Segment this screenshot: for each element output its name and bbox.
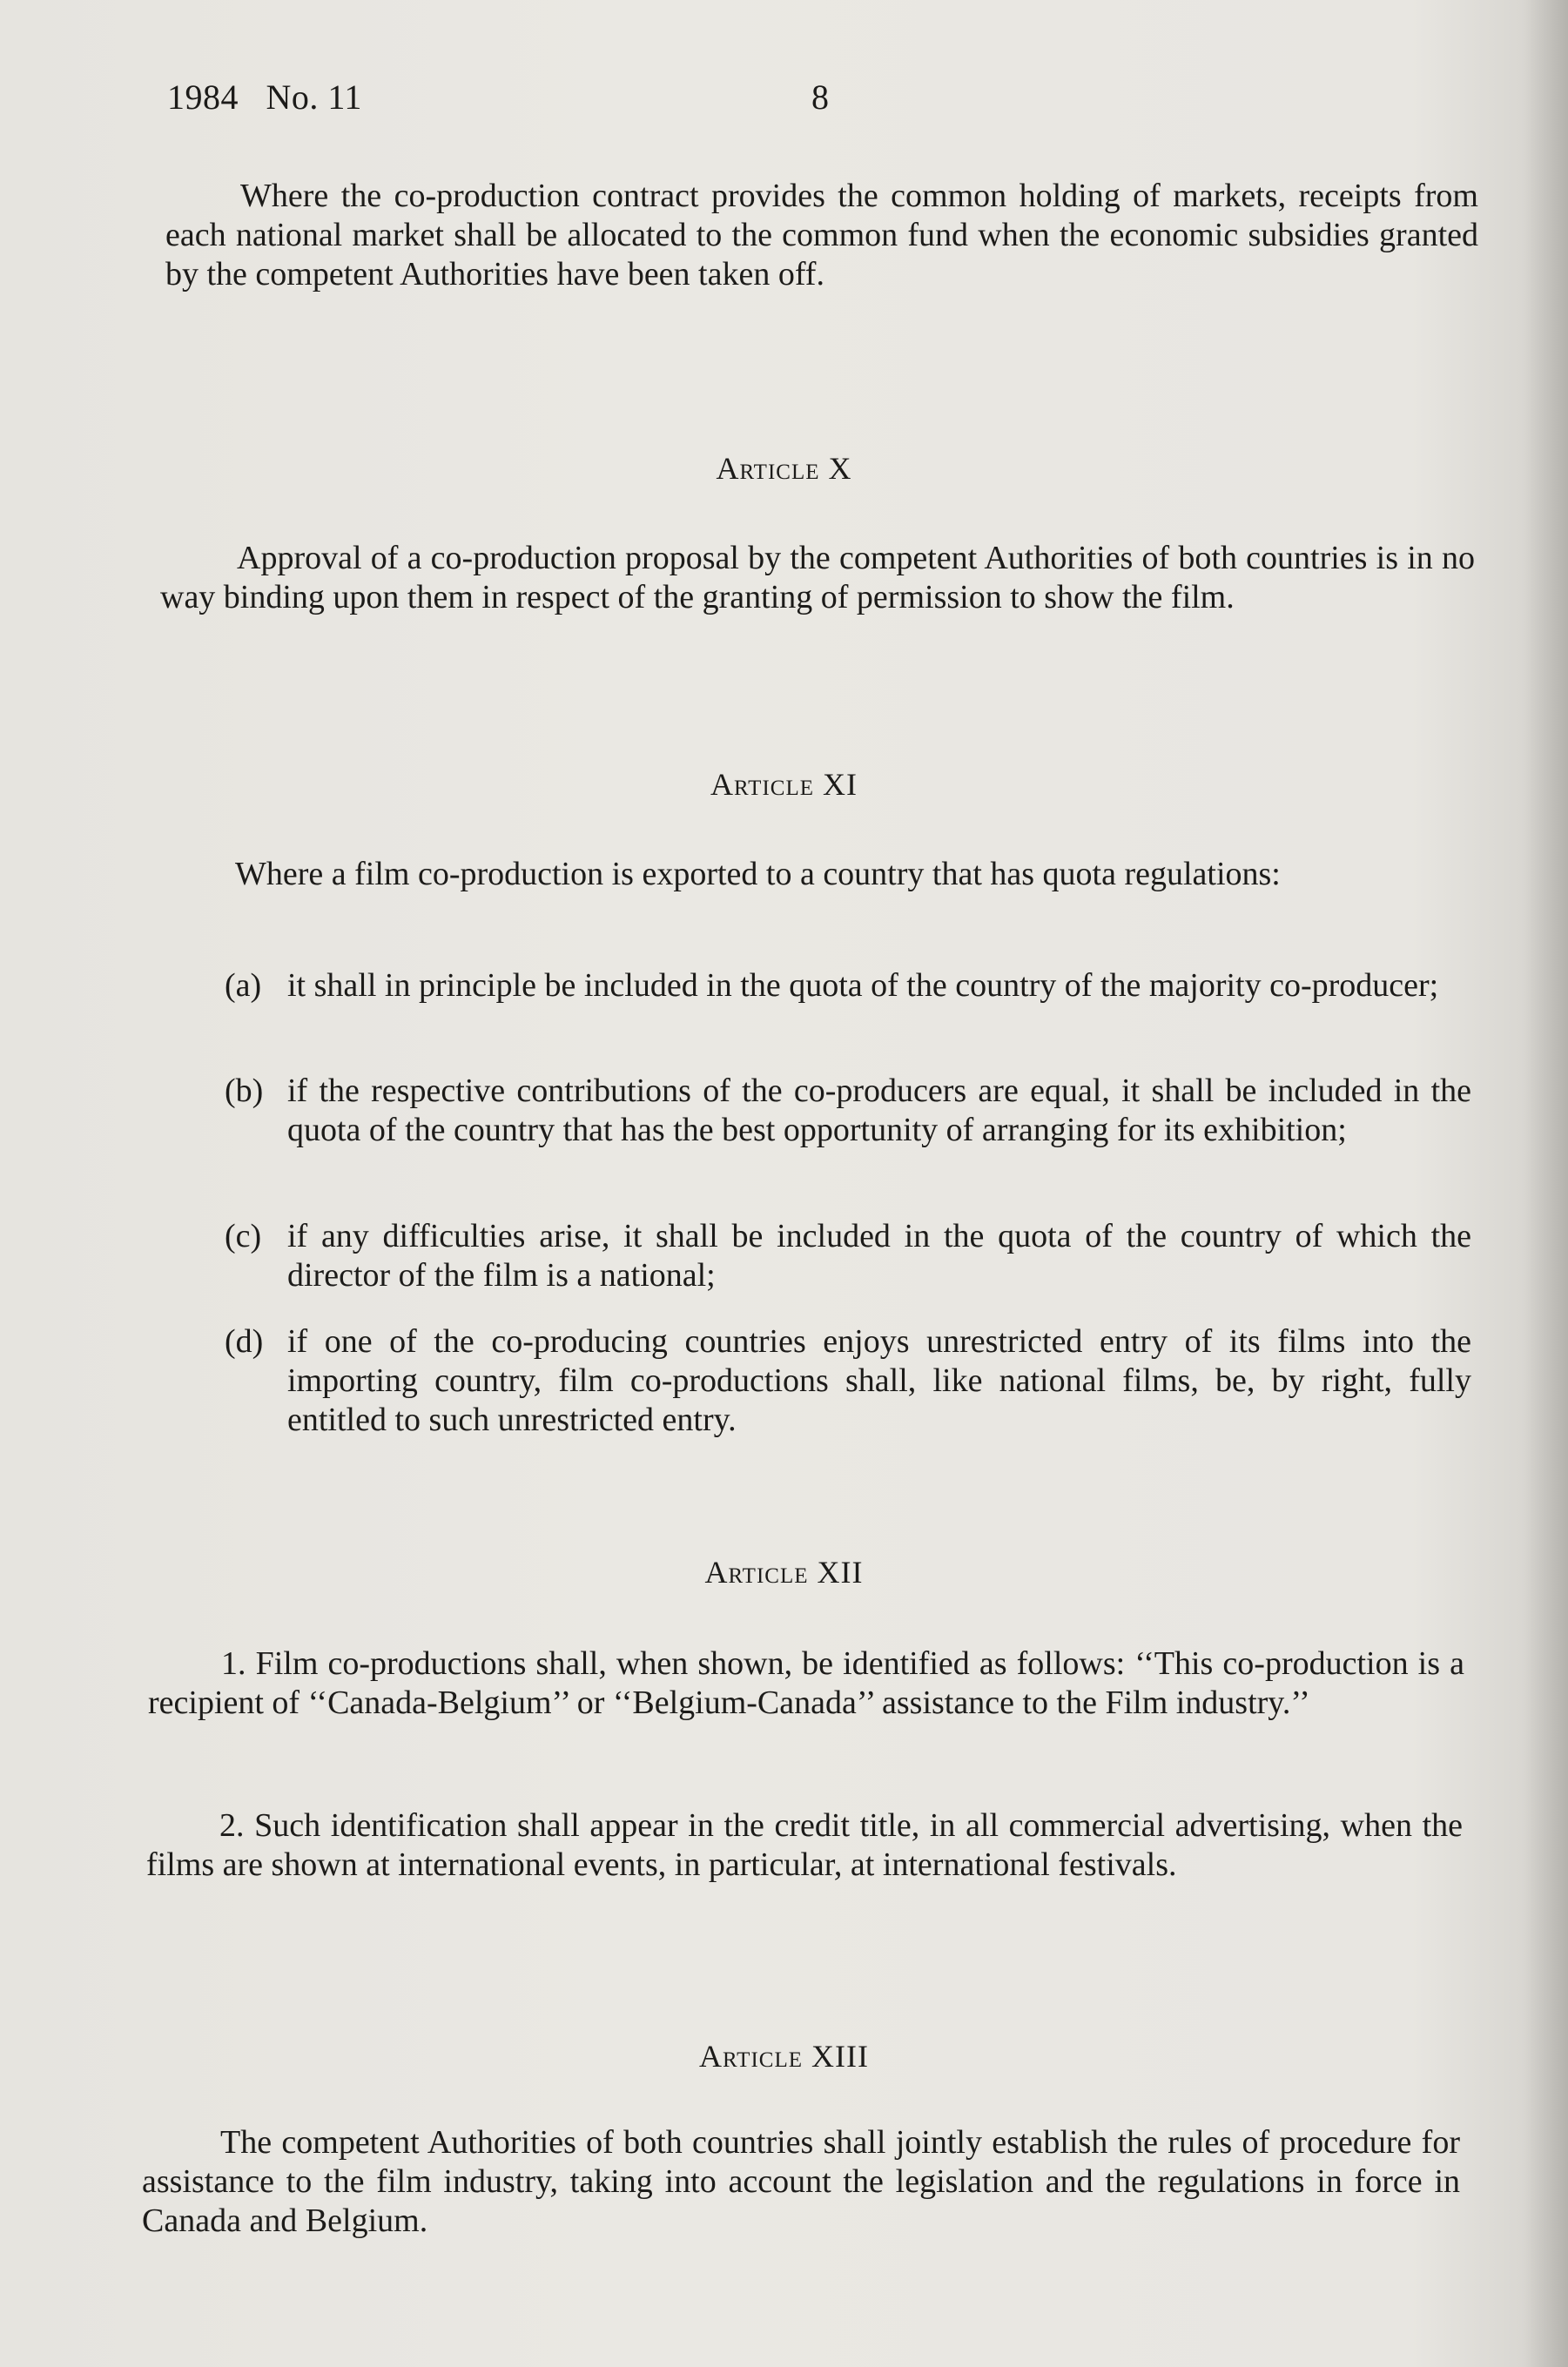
article-xi-item-a <box>225 966 1471 1005</box>
intro-paragraph: Where the co-production contract provides the common holding of markets, receipts from each national market shall be allocated to the common fund when the economic subsidies granted by the competent Authorities have been taken off. <box>165 178 1478 293</box>
article-x-heading: Article X <box>716 451 852 486</box>
page-number: 8 <box>811 77 829 117</box>
item-text: if one of the co-producing countries enjoys unrestricted entry of its films into the importing country, film co-productions shall, like national films, be, by right, fully entitled to such unrestricted entry. <box>287 1323 1471 1438</box>
article-xii-heading: Article XII <box>704 1555 864 1590</box>
item-text: if the respective contributions of the co-producers are equal, it shall be included in the quota of the country that has the best opportunity of arranging for its exhibition; <box>287 1073 1471 1148</box>
article-xii-para-2: 2. Such identification shall appear in the credit title, in all commercial advertising, when the films are shown at international events, in particular, at international festivals. <box>146 1807 1463 1883</box>
item-label: (b) <box>225 1073 264 1109</box>
article-xiii-heading: Article XIII <box>699 2039 869 2074</box>
article-xi-item-c <box>225 1217 1471 1295</box>
item-label: (a) <box>225 967 262 1004</box>
page-edge-shadow <box>1524 0 1568 2367</box>
article-xii-para-1: 1. Film co-productions shall, when shown, be identified as follows: ‘‘This co-production is a recipient of ‘‘Canada-Belgium’’ or ‘‘Belgium-Canada’’ assistance to the Film industry.’’ <box>148 1645 1464 1721</box>
item-text: if any difficulties arise, it shall be included in the quota of the country of which the director of the film is a national; <box>287 1218 1471 1294</box>
running-head: 1984 No. 11 <box>167 77 362 117</box>
article-xi-heading: Article XI <box>710 767 858 802</box>
article-x-text: Approval of a co-production proposal by the competent Authorities of both countries is in no way binding upon them in respect of the granting of permission to show the film. <box>160 540 1475 615</box>
article-xi-item-d <box>225 1322 1471 1440</box>
item-label: (d) <box>225 1323 264 1360</box>
item-text: it shall in principle be included in the quota of the country of the majority co-producer; <box>287 967 1439 1004</box>
item-label: (c) <box>225 1218 262 1254</box>
article-xiii-text: The competent Authorities of both countries shall jointly establish the rules of procedure for assistance to the film industry, taking into account the legislation and the regulations in force in Canada and Belgium. <box>142 2124 1460 2239</box>
article-xi-item-b <box>225 1072 1471 1150</box>
article-xi-intro: Where a film co-production is exported to a country that has quota regulations: <box>235 856 1281 892</box>
